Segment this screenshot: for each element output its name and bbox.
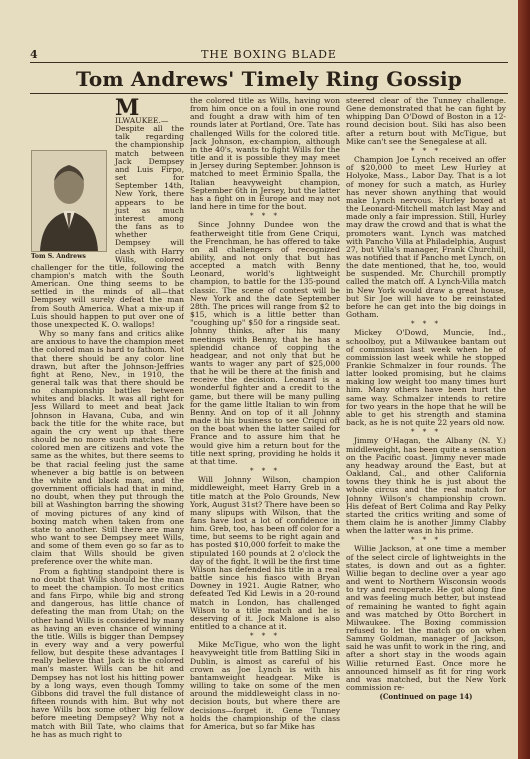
section-separator: * * * [250, 467, 280, 476]
page-number: 4 [30, 48, 38, 61]
paragraph: the colored title as Wills, having won from him once on a foul in one round and fought a draw with him of ten rounds later at Portland, Ore. Tate has challenged Wills for the colored title. Jack Johnson, ex-champion, although in the 40's, wants to fight Wills for the title and it is possible they may meet in Jersey during September. Johnson is matched to meet Erminio Spalla, the Italian heavyweight champion, September 6th in Jersey, but the latter has a fight on in Europe and may not land here in time for the bout. [190, 97, 340, 212]
paragraph: Willie Jackson, at one time a member of the select circle of lightweights in the states, is down and out as a fighter. Willie began to decline over a year ago and went to Northern Wisconsin woods to try and recuperate. He got along fine and was feeling much better, but instead of remaining he wanted to fight again and was matched by Otto Borchert in Milwaukee. The Boxing commission refused to let the match go on when Sammy Goldman, manager of Jackson, said he was unfit to work in the ring, and after a short stay in the woods again Willie returned East. Once more he announced himself as fit for ring work and was matched, but the New York commission re- [346, 544, 506, 693]
paragraph: Mike McTigue, who won the light heavyweight title from Battling Siki in Dublin, is almost as careful of his crown as Joe Lynch is with his bantamweight headgear. Mike is willing to take on some of the men around the middleweight class in no-decision bouts, but where there are decisions—forget it. Gene Tunney holds the championship of the class for America, but so far Mike has [190, 640, 340, 731]
section-separator: * * * [411, 428, 441, 437]
paragraph: steered clear of the Tunney challenge. Gene demonstrated that he can fight by whipping Dan O'Dowd of Boston in a 12-round decision bout. Siki has also been after a return bout with McTigue, but Mike can't see the Senegalese at all. [346, 97, 506, 146]
running-header [30, 48, 508, 62]
column-3 [346, 97, 506, 757]
publication-title: THE BOXING BLADE [201, 48, 337, 61]
paragraph: Mickey O'Dowd, Muncie, Ind., schoolboy, put a Milwaukee bantam out of commission last week when he of commission last week while he stopped Frankie Schmalzer in four rounds. The latter looked promising, but he claims making low weight too many times hurt him. Many others have been hurt the same way. Schmalzer intends to retire for two years in the hope that he will be able to get his strength and stamina back, as he is not quite 22 years old now. [346, 328, 506, 428]
paragraph: From a fighting standpoint there is no doubt that Wills should be the man to meet the champion. To most critics and fans Firpo, while big and strong and dangerous, has little chance of defeating the man from Utah; on the other hand Wills is considered by many as having an even chance of winning the title. Wills is bigger than Dempsey in every way and a very powerful fellow, but despite these advantages I really believe that Jack is the colored man's master. Wills can be hit and Dempsey has not lost his hitting power by a long ways, even though Tommy Gibbons did travel the full distance of fifteen rounds with him. But why not have Wills box some other big fellow before meeting Dempsey? Why not a match with Bill Tate, who claims that he has as much right to [31, 566, 184, 739]
section-separator: * * * [250, 632, 280, 641]
drop-cap: M [115, 97, 140, 121]
section-separator: * * * [250, 212, 280, 221]
photo-caption: Tom S. Andrews [31, 253, 107, 260]
section-separator: * * * [411, 146, 441, 155]
paragraph: Will Johnny Wilson, champion middleweight, meet Harry Greb in a title match at the Polo Grounds, New York, August 31st? There have been so many slipups with Wilson, that the fans have lost a lot of confidence in him. Greb, too, has been off color for a time, but seems to be right again and has posted $10,000 forfeit to make the stipulated 160 pounds at 2 o'clock the day of the fight. It will be the first time Wilson has defended his title in a real battle since his fiasco with Bryan Downey in 1921. Augie Ratner, who defeated Ted Kid Lewis in a 20-round match in London, has challenged Wilson to a title match and he is deserving of it. Jock Malone is also entitled to a chance at it. [190, 475, 340, 631]
header-rule-bottom [30, 93, 508, 94]
portrait-photo [31, 150, 107, 252]
header-rule-top [30, 62, 508, 63]
paragraph: Since Johnny Dundee won the featherweight title from Gene Criqui, the Frenchman, he has offered to take on all challengers of recognized ability, and not only that but has accepted a match with Benny Leonard, world's lightweight champion, to battle for the 135-pound classic. The scene of contest will be New York and the date September 28th. The prices will range from $2 to $15, which is a little better than "coughing up" $50 for a ringside seat. Johnny thinks, after his many meetings with Benny, that he has a splendid chance of copping the headgear, and not only that but he wants to wager any part of $25,000 that he will be there at the finish and receive the decision. Leonard is a wonderful fighter and a credit to the game, but there will be many pulling for the game little Italian to win from Benny. And on top of it all Johnny made it his business to see Criqui off on the boat when the latter sailed for France and to assure him that he would give him a return bout for the title next spring, providing he holds it at that time. [190, 220, 340, 466]
paragraph: Jimmy O'Hagan, the Albany (N. Y.) middleweight, has been quite a sensation on the Pacific coast. Jimmy never made any headway around the East, but at Oakland, Cal., and other California towns they think he is just about the whole circus and the real match for Johnny Wilson's championship crown. His defeat of Bert Colima and Ray Pelky started the critics writing and some of them claim he is another Jimmy Clabby when the latter was in his prime. [346, 436, 506, 536]
lead-paragraph: M ILWAUKEE.—Despite all the talk regarding the championship match between Jack Dempsey and Luis Firpo, set for September 14th, New York, there appears to be just as much interest among the fans as to whether Dempsey will clash with Harry Wills, colored challenger for the title, following the champion's match with the South American. One thing seems to be settled in the minds of all—that Dempsey will surely defeat the man from South America. What a mix-up if Luis should happen to put over one of those unexpected K. O. wallops! [31, 97, 184, 329]
section-separator: * * * [411, 320, 441, 329]
continued-notice: (Continued on page 14) [379, 692, 473, 702]
paragraph: Why so many fans and critics alike are anxious to have the champion meet the colored man is hard to fathom. Not that there should be any color line drawn, but after the Johnson-Jeffries fight at Reno, Nev., in 1910, the general talk was that there should be no championship battles between whites and blacks. It was all right for Jess Willard to meet and beat Jack Johnson in Havana, Cuba, and win back the title for the white race, but again the cry went up that there should be no more such matches. The colored men are citizens and vote the same as the whites, but there seems to be that racial feeling just the same whenever a big battle is on between the white and black man, and the government officials had that in mind, no doubt, when they put through the bill at Washington barring the showing of moving pictures of any kind of boxing match when taken from one state to another. Still there are many who want to see Dempsey meet Wills, and some of them even go so far as to claim that Wills should be given preference over the white man. [31, 329, 184, 567]
portrait-icon [32, 151, 106, 251]
article-headline: Tom Andrews' Timely Ring Gossip [76, 67, 462, 91]
paragraph: Champion Joe Lynch received an offer of $20,000 to meet Lew Hurley at Holyoke, Mass., Labor Day. That is a lot of money for such a match, as Hurley has never shown anything that would make Lynch nervous. Hurley boxed at the Leonard-Mitchell match last May and made only a fair impression. Still, Hurley may draw the crowd and that is what the promoters want. Lynch was matched with Pancho Villa at Philadelphia, August 27, but Villa's manager, Frank Churchill, was notified that if Pancho met Lynch, on the date mentioned, that he, too, would be suspended. Mr. Churchill promptly called the match off. A Lynch-Villa match in New York would draw a great house, but Sir Joe will have to be reinstated before he can get into the big doings in Gotham. [346, 155, 506, 320]
column-2 [190, 97, 340, 757]
section-separator: * * * [411, 536, 441, 545]
cover-edge [518, 0, 530, 759]
